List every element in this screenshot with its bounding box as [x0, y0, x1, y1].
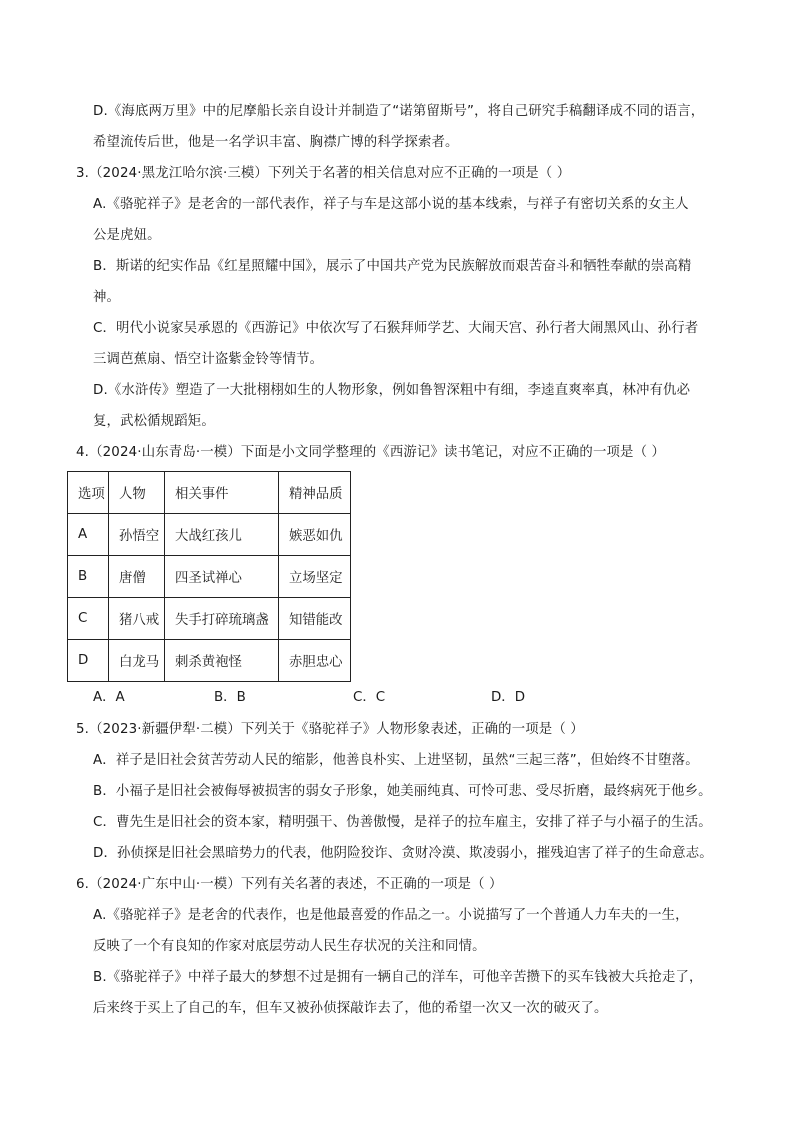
- table-row: [68, 556, 351, 598]
- q3-option-b-line1: B．斯诺的纪实作品《红星照耀中国》，展示了中国共产党为民族解放而艰苦奋斗和牺牲奉献的崇高精: [93, 259, 692, 274]
- table-cell: 唐僧: [109, 556, 165, 598]
- table-header-row: [68, 472, 351, 514]
- q2-option-d-line1: D.《海底两万里》中的尼摩船长亲自设计并制造了“诺第留斯号”，将自己研究手稿翻译成不同的语言，: [93, 104, 705, 119]
- table-cell: A: [68, 514, 109, 556]
- q5-stem: 5.（2023·新疆伊犁·二模）下列关于《骆驼祥子》人物形象表述，正确的一项是（ ）: [76, 722, 584, 737]
- q3-option-a-line2: 公是虎妞。: [93, 228, 161, 243]
- table-cell: 白龙马: [109, 640, 165, 682]
- table-header-cell: 精神品质: [279, 472, 351, 514]
- q4-choice-a: A．A: [93, 690, 125, 705]
- q3-option-c-line2: 三调芭蕉扇、悟空计盗紫金铃等情节。: [93, 352, 324, 367]
- q2-option-d-line2: 希望流传后世，他是一名学识丰富、胸襟广博的科学探索者。: [93, 135, 459, 150]
- q4-stem: 4.（2024·山东青岛·一模）下面是小文同学整理的《西游记》读书笔记，对应不正确的一项是（ ）: [76, 445, 666, 460]
- q3-option-a-line1: A.《骆驼祥子》是老舍的一部代表作，祥子与车是这部小说的基本线索，与祥子有密切关系的女主人: [93, 197, 689, 212]
- q4-choice-d: D．D: [491, 690, 526, 705]
- table-header-cell: 选项: [68, 472, 109, 514]
- q4-choice-c: C．C: [353, 690, 386, 705]
- q3-stem: 3.（2024·黑龙江哈尔滨·三模）下列关于名著的相关信息对应不正确的一项是（ ）: [76, 166, 571, 181]
- table-row: [68, 598, 351, 640]
- table-cell: C: [68, 598, 109, 640]
- table-cell: 嫉恶如仇: [279, 514, 351, 556]
- table-header-cell: 相关事件: [165, 472, 279, 514]
- table-cell: 赤胆忠心: [279, 640, 351, 682]
- table-cell: 失手打碎琉璃盏: [165, 598, 279, 640]
- table-cell: 孙悟空: [109, 514, 165, 556]
- q6-option-b-line2: 后来终于买上了自己的车，但车又被孙侦探敲诈去了，他的希望一次又一次的破灭了。: [93, 1001, 608, 1016]
- table-row: [68, 514, 351, 556]
- table-cell: 知错能改: [279, 598, 351, 640]
- table-cell: 四圣试禅心: [165, 556, 279, 598]
- q5-option-c: C．曹先生是旧社会的资本家，精明强干、伪善傲慢，是祥子的拉车雇主，安排了祥子与小福子的生活。: [93, 815, 712, 830]
- q6-option-b-line1: B.《骆驼祥子》中祥子最大的梦想不过是拥有一辆自己的洋车，可他辛苦攒下的买车钱被大兵抢走了，: [93, 970, 703, 985]
- q3-option-b-line2: 神。: [93, 290, 121, 305]
- q3-option-d-line1: D.《水浒传》塑造了一大批栩栩如生的人物形象，例如鲁智深粗中有细，李逵直爽率真，林冲有仇必: [93, 383, 691, 398]
- table-cell: B: [68, 556, 109, 598]
- table-header-cell: 人物: [109, 472, 165, 514]
- q5-option-b: B．小福子是旧社会被侮辱被损害的弱女子形象，她美丽纯真、可怜可悲、受尽折磨，最终病死于他乡。: [93, 784, 712, 799]
- table-cell: 猪八戒: [109, 598, 165, 640]
- table-cell: 立场坚定: [279, 556, 351, 598]
- table-row: [68, 640, 351, 682]
- q6-option-a-line1: A.《骆驼祥子》是老舍的代表作，也是他最喜爱的作品之一。小说描写了一个普通人力车夫的一生，: [93, 908, 689, 923]
- table-cell: 大战红孩儿: [165, 514, 279, 556]
- q6-stem: 6.（2024·广东中山·一模）下列有关名著的表述，不正确的一项是（ ）: [76, 877, 503, 892]
- q4-reading-notes-table: [67, 471, 351, 682]
- q6-option-a-line2: 反映了一个有良知的作家对底层劳动人民生存状况的关注和同情。: [93, 939, 486, 954]
- q5-option-a: A．祥子是旧社会贫苦劳动人民的缩影，他善良朴实、上进坚韧，虽然“三起三落”，但始终不甘堕落。: [93, 753, 699, 768]
- table-cell: 刺杀黄袍怪: [165, 640, 279, 682]
- q5-option-d: D．孙侦探是旧社会黑暗势力的代表，他阴险狡诈、贪财冷漠、欺凌弱小，摧残迫害了祥子的生命意志。: [93, 846, 713, 861]
- q3-option-c-line1: C．明代小说家吴承恩的《西游记》中依次写了石猴拜师学艺、大闹天宫、孙行者大闹黑风山、孙行者: [93, 321, 699, 336]
- q4-choice-b: B．B: [214, 690, 246, 705]
- q3-option-d-line2: 复，武松循规蹈矩。: [93, 414, 215, 429]
- table-cell: D: [68, 640, 109, 682]
